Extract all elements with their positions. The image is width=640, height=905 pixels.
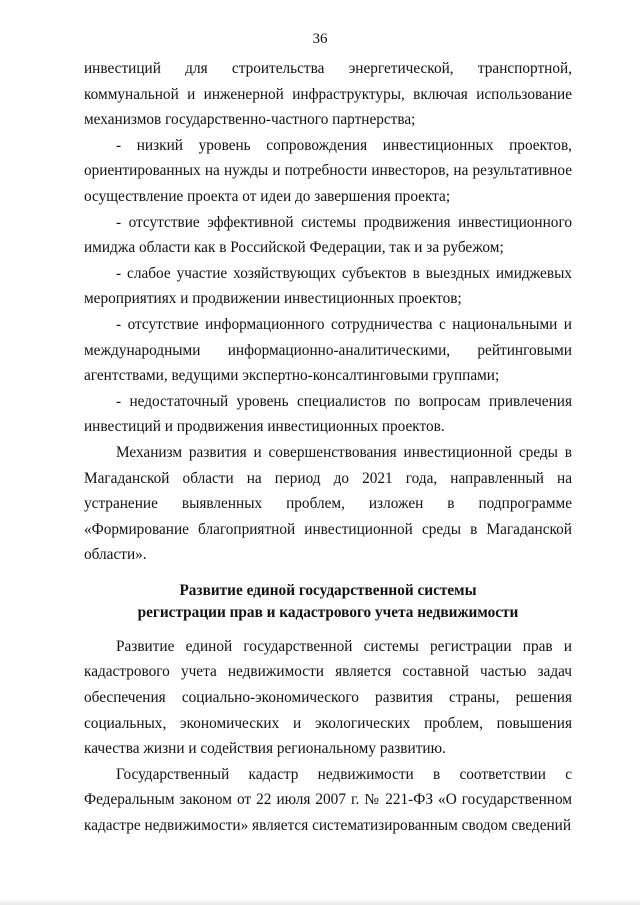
page-bottom-edge [0, 898, 640, 905]
section-heading-line2: регистрации прав и кадастрового учета недвижимости [137, 603, 519, 621]
list-item-promotion-system: - отсутствие эффективной системы продвижения инвестиционного имиджа области как в Российской Федерации, так и за рубежом; [84, 213, 572, 257]
paragraph-cadastre: Государственный кадастр недвижимости в соответствии с Федеральным законом от 22 июля 2007 г. № 221-ФЗ «О государственном кадастре недвижимости» является систематизированным сводом сведений [84, 765, 572, 835]
page-number: 36 [312, 31, 328, 47]
paragraph-continuation: инвестиций для строительства энергетической, транспортной, коммунальной и инженерной инфраструктуры, включая использование механизмов государственно-частного партнерства; [84, 60, 572, 129]
list-item-specialists: - недостаточный уровень специалистов по вопросам привлечения инвестиций и продвижения инвестиционных проектов. [84, 392, 572, 436]
paragraph-mechanism: Механизм развития и совершенствования инвестиционной среды в Магаданской области на период до 2021 года, направленный на устранение выявленных проблем, изложен в подпрограмме «Формирование благоприятной инвестиционной среды в Магаданской области». [84, 443, 572, 564]
section-heading-line1: Развитие единой государственной системы [179, 581, 477, 599]
document-body [84, 56, 572, 839]
paragraph-registration-system: Развитие единой государственной системы регистрации прав и кадастрового учета недвижимости является составной частью задач обеспечения социально-экономического развития страны, решения социальных, экономических и экологических проблем, повышения качества жизни и содействия региональному развитию. [84, 637, 572, 758]
section-heading [84, 580, 572, 624]
list-item-support-level: - низкий уровень сопровождения инвестиционных проектов, ориентированных на нужды и потребности инвесторов, на результативное осуществление проекта от идеи до завершения проекта; [84, 136, 572, 205]
list-item-cooperation: - отсутствие информационного сотрудничества с национальными и международными информационно-аналитическими, рейтинговыми агентствами, ведущими экспертно-консалтинговыми группами; [84, 315, 572, 385]
list-item-business-participation: - слабое участие хозяйствующих субъектов в выездных имиджевых мероприятиях и продвижении инвестиционных проектов; [84, 264, 572, 308]
